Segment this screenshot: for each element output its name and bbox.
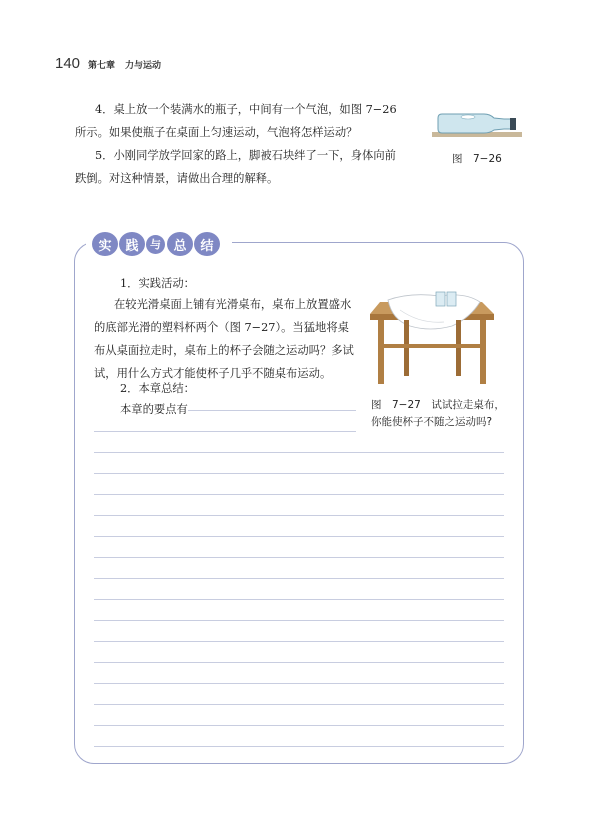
chapter-title: 力与运动 <box>125 61 162 71</box>
section-title-badges <box>92 232 220 256</box>
badge-char: 结 <box>194 232 220 256</box>
writing-line[interactable] <box>94 557 504 558</box>
bottle-on-table-illustration <box>432 110 522 138</box>
writing-line[interactable] <box>94 599 504 600</box>
practice-activity-title: 1．实践活动： <box>120 277 195 290</box>
figure-7-27-caption <box>371 397 505 431</box>
writing-line[interactable] <box>94 683 504 684</box>
question-5: 5．小刚同学放学回家的路上，脚被石块绊了一下，身体向前跌倒。对这种情景，请做出合理的解释。 <box>75 149 396 185</box>
question-4: 4．桌上放一个装满水的瓶子，中间有一个气泡，如图 7−26所示。如果使瓶子在桌面上匀速运动，气泡将怎样运动？ <box>75 103 397 139</box>
figure-7-27-caption-line2: 你能使杯子不随之运动吗? <box>371 416 493 428</box>
writing-line[interactable] <box>94 473 504 474</box>
chapter-label: 第七章 <box>88 61 116 71</box>
writing-line[interactable] <box>94 452 504 453</box>
chapter-summary-prompt: 本章的要点有 <box>120 403 188 416</box>
badge-char: 与 <box>146 235 165 254</box>
writing-line[interactable] <box>94 704 504 705</box>
writing-line[interactable] <box>94 431 356 432</box>
badge-char: 践 <box>119 232 145 256</box>
writing-line[interactable] <box>94 725 504 726</box>
badge-char: 实 <box>92 232 118 256</box>
table-with-cloth-and-cups-illustration <box>370 288 496 388</box>
writing-line[interactable] <box>188 410 356 411</box>
writing-line[interactable] <box>94 662 504 663</box>
figure-7-26-caption: 图 7−26 <box>452 153 502 165</box>
writing-line[interactable] <box>94 536 504 537</box>
writing-line[interactable] <box>94 746 504 747</box>
writing-line[interactable] <box>94 515 504 516</box>
page-number: 140 <box>55 55 81 72</box>
figure-7-27-caption-line1: 图 7−27 试试拉走桌布， <box>371 399 505 411</box>
writing-line[interactable] <box>94 494 504 495</box>
badge-char: 总 <box>167 232 193 256</box>
chapter-summary-title: 2．本章总结： <box>120 382 195 395</box>
practice-activity-text: 在较光滑桌面上铺有光滑桌布，桌布上放置盛水的底部光滑的塑料杯两个（图 7−27）。当猛地将桌布从桌面拉走时，桌布上的杯子会随之运动吗？多试试，用什么方式才能使杯子几乎不随桌布运动。 <box>94 298 354 380</box>
writing-line[interactable] <box>94 578 504 579</box>
writing-line[interactable] <box>94 641 504 642</box>
writing-line[interactable] <box>94 620 504 621</box>
